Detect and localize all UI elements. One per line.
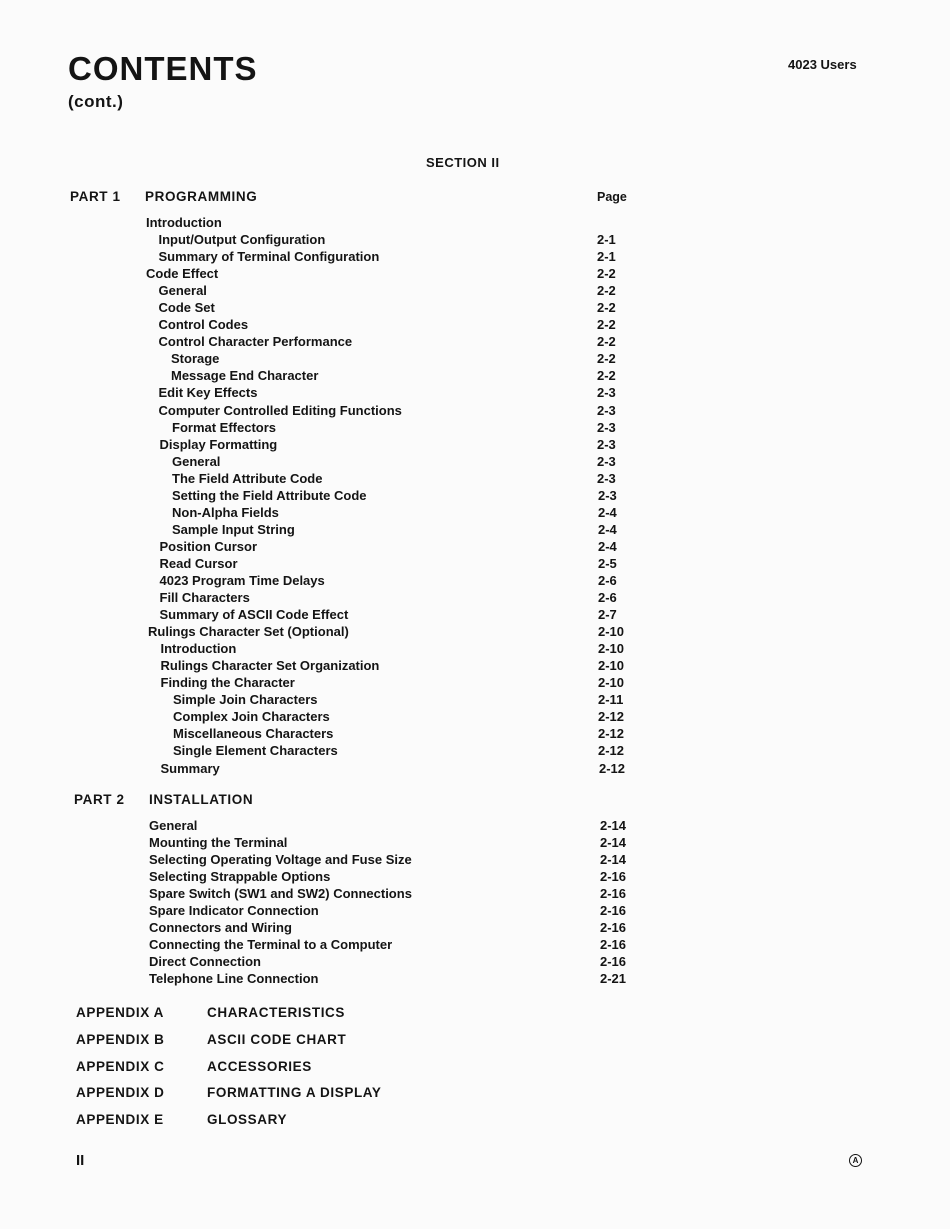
toc-entry — [0, 760, 950, 777]
toc-entry — [0, 470, 950, 487]
toc-entry-page: 2-14 — [600, 835, 627, 851]
toc-entry-page: 2-2 — [597, 266, 616, 282]
toc-entry — [0, 572, 950, 589]
toc-entry-label: Summary of ASCII Code Effect — [159, 607, 349, 623]
toc-entry-page: 2-6 — [598, 572, 617, 588]
toc-entry-label: Finding the Character — [160, 675, 295, 691]
toc-entry-page: 2-3 — [597, 402, 616, 418]
toc-entry-label: General — [158, 283, 207, 299]
toc-entry-label: Control Character Performance — [158, 334, 353, 350]
appendix-key: APPENDIX C — [76, 1058, 165, 1074]
toc-entry-page: 2-21 — [600, 971, 627, 987]
appendix-title: ACCESSORIES — [207, 1058, 312, 1074]
toc-entry — [0, 868, 950, 885]
toc-entry-page: 2-10 — [598, 658, 625, 674]
toc-entry — [0, 555, 950, 572]
toc-entry-label: Message End Character — [171, 368, 319, 384]
toc-entry-page: 2-10 — [598, 675, 625, 691]
toc-entry-page: 2-1 — [597, 249, 616, 265]
toc-entry-label: The Field Attribute Code — [172, 470, 323, 486]
toc-entry-page: 2-16 — [600, 869, 627, 885]
toc-entry-label: Non-Alpha Fields — [172, 504, 279, 520]
appendix-key: APPENDIX A — [76, 1005, 165, 1020]
toc-entry-page: 2-16 — [600, 886, 627, 902]
toc-entry-page: 2-2 — [597, 283, 616, 299]
toc-entry — [0, 333, 950, 350]
toc-entry-page: 2-16 — [600, 937, 627, 953]
part2-title: INSTALLATION — [149, 792, 254, 807]
toc-entry — [0, 316, 950, 333]
toc-entry-page: 2-12 — [598, 743, 625, 759]
toc-entry-page: 2-16 — [600, 920, 627, 936]
toc-entry — [0, 384, 950, 401]
toc-entry-page: 2-2 — [597, 334, 616, 350]
toc-entry-page: 2-16 — [600, 903, 627, 919]
toc-entry-page: 2-3 — [597, 385, 616, 401]
toc-entry-page: 2-14 — [600, 852, 627, 868]
toc-entry-page: 2-6 — [598, 590, 617, 606]
toc-entry — [0, 640, 950, 657]
toc-entry-label: Display Formatting — [159, 436, 278, 452]
toc-entry-label: Connectors and Wiring — [149, 920, 292, 936]
toc-entry-label: Format Effectors — [172, 419, 277, 435]
toc-entry-page: 2-14 — [600, 818, 627, 833]
toc-entry — [0, 436, 950, 453]
toc-entry-label: Rulings Character Set Organization — [160, 658, 380, 674]
toc-entry-label: Summary of Terminal Configuration — [158, 249, 380, 265]
part1-label: PART 1 — [70, 189, 121, 204]
toc-entry — [0, 936, 950, 953]
toc-entry-page: 2-2 — [597, 300, 616, 316]
toc-entry — [0, 231, 950, 248]
appendix-key: APPENDIX B — [76, 1031, 165, 1047]
toc-entry — [0, 919, 950, 936]
document-id: 4023 Users — [788, 57, 857, 72]
toc-entry — [0, 350, 950, 367]
toc-entry-page: 2-11 — [598, 692, 624, 708]
toc-entry — [0, 538, 950, 555]
toc-entry-page: 2-1 — [597, 232, 616, 248]
toc-entry — [0, 214, 950, 231]
toc-entry — [0, 953, 950, 970]
toc-entry — [0, 885, 950, 902]
toc-entry-label: Complex Join Characters — [173, 709, 330, 725]
toc-entry-page: 2-2 — [597, 317, 616, 333]
toc-entry-label: Introduction — [146, 215, 222, 230]
toc-entry — [0, 521, 950, 538]
toc-entry — [0, 851, 950, 868]
toc-entry — [0, 248, 950, 265]
toc-entry-label: Single Element Characters — [173, 743, 338, 759]
toc-entry-label: General — [172, 453, 221, 469]
toc-entry — [0, 834, 950, 851]
toc-entry — [0, 589, 950, 606]
page-column-label: Page — [597, 190, 627, 204]
part1-toc-list — [0, 214, 950, 777]
toc-entry — [0, 367, 950, 384]
toc-entry-label: Rulings Character Set (Optional) — [148, 624, 349, 640]
toc-entry-label: Miscellaneous Characters — [173, 726, 334, 742]
toc-entry — [0, 742, 950, 759]
toc-entry — [0, 282, 950, 299]
appendix-title: ASCII CODE CHART — [207, 1031, 347, 1047]
toc-entry — [0, 725, 950, 742]
toc-entry — [0, 902, 950, 919]
toc-entry-label: Input/Output Configuration — [158, 232, 326, 248]
toc-entry-label: Selecting Strappable Options — [149, 869, 331, 885]
toc-entry — [0, 299, 950, 316]
toc-entry-label: Spare Indicator Connection — [149, 903, 319, 919]
toc-entry-label: Edit Key Effects — [158, 385, 258, 401]
toc-entry-page: 2-12 — [598, 726, 625, 742]
toc-entry-page: 2-3 — [597, 470, 616, 486]
toc-entry — [0, 657, 950, 674]
toc-entry-label: Simple Join Characters — [173, 692, 318, 708]
toc-entry — [0, 817, 950, 834]
toc-entry — [0, 419, 950, 436]
toc-entry-label: Computer Controlled Editing Functions — [158, 402, 402, 418]
toc-entry-page: 2-3 — [597, 436, 616, 452]
toc-entry — [0, 691, 950, 708]
footer-page-number: II — [76, 1152, 85, 1169]
toc-entry-page: 2-3 — [598, 487, 617, 503]
appendix-title: CHARACTERISTICS — [207, 1005, 346, 1020]
toc-entry-label: Spare Switch (SW1 and SW2) Connections — [149, 886, 412, 902]
toc-entry-page: 2-12 — [599, 760, 626, 776]
toc-entry-label: 4023 Program Time Delays — [159, 572, 325, 588]
toc-entry — [0, 402, 950, 419]
part1-title: PROGRAMMING — [145, 189, 258, 204]
toc-entry — [0, 487, 950, 504]
toc-entry-page: 2-3 — [597, 453, 616, 469]
toc-entry — [0, 623, 950, 640]
page-subtitle: (cont.) — [68, 92, 124, 111]
toc-entry-page: 2-2 — [597, 368, 616, 384]
toc-entry-label: Read Cursor — [159, 555, 238, 571]
appendix-title: FORMATTING A DISPLAY — [207, 1085, 382, 1101]
toc-entry-label: Code Effect — [146, 266, 219, 282]
revision-mark-icon: A — [849, 1154, 862, 1167]
toc-entry — [0, 453, 950, 470]
page-title: CONTENTS — [68, 50, 258, 87]
toc-entry-label: Fill Characters — [159, 590, 250, 606]
toc-entry-label: Position Cursor — [159, 538, 258, 554]
appendix-key: APPENDIX D — [76, 1085, 165, 1101]
toc-entry-label: Connecting the Terminal to a Computer — [149, 937, 393, 953]
toc-entry-label: Direct Connection — [149, 954, 261, 970]
toc-entry-label: Mounting the Terminal — [149, 835, 288, 851]
toc-entry-label: Selecting Operating Voltage and Fuse Size — [149, 852, 412, 868]
toc-entry-label: Control Codes — [158, 317, 249, 333]
toc-entry-page: 2-4 — [598, 538, 617, 554]
toc-entry — [0, 674, 950, 691]
toc-entry-label: Storage — [171, 351, 220, 367]
toc-entry-label: Summary — [160, 760, 220, 776]
toc-entry-page: 2-10 — [598, 624, 625, 640]
toc-entry-page: 2-10 — [598, 641, 625, 657]
toc-entry-page: 2-2 — [597, 351, 616, 367]
toc-entry-page: 2-5 — [598, 555, 617, 571]
part2-toc-list — [0, 817, 950, 987]
toc-entry — [0, 606, 950, 623]
appendix-key: APPENDIX E — [76, 1112, 164, 1128]
toc-entry-page: 2-4 — [598, 521, 617, 537]
toc-entry — [0, 970, 950, 987]
section-heading: SECTION II — [426, 155, 500, 170]
toc-entry-page: 2-16 — [600, 954, 627, 970]
toc-entry-label: Setting the Field Attribute Code — [172, 487, 367, 503]
toc-entry-page: 2-12 — [598, 709, 625, 725]
toc-entry-label: Code Set — [158, 300, 215, 316]
toc-entry-page: 2-4 — [598, 504, 617, 520]
appendix-title: GLOSSARY — [207, 1112, 288, 1128]
toc-entry-page: 2-3 — [597, 419, 616, 435]
toc-entry-label: Telephone Line Connection — [149, 971, 319, 987]
toc-entry-label: Introduction — [160, 641, 237, 657]
part2-label: PART 2 — [74, 792, 125, 807]
toc-entry-label: Sample Input String — [172, 521, 295, 537]
toc-entry — [0, 265, 950, 282]
toc-entry-page: 2-7 — [598, 607, 617, 623]
toc-entry — [0, 504, 950, 521]
toc-entry-label: General — [149, 818, 198, 833]
toc-entry — [0, 708, 950, 725]
